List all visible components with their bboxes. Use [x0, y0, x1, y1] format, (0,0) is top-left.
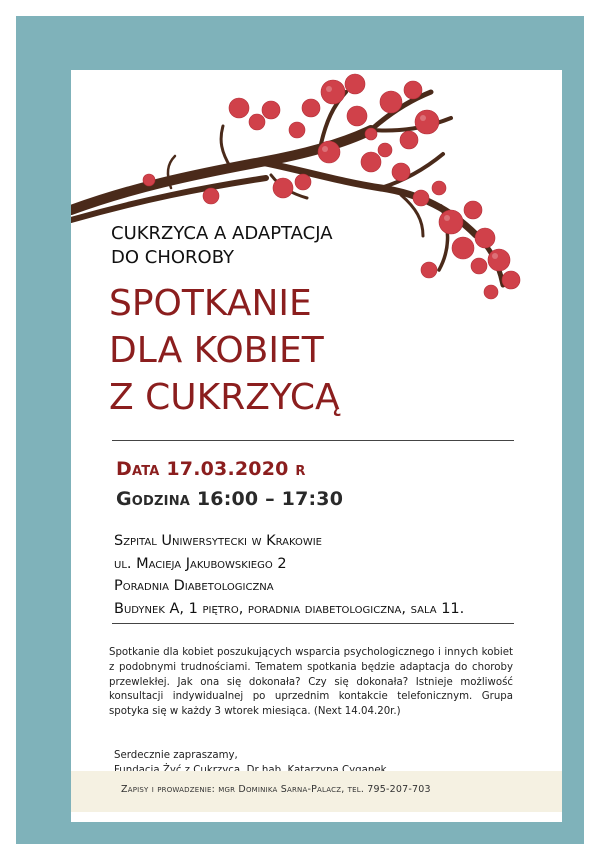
divider: [112, 623, 514, 624]
event-address: [114, 530, 534, 620]
title-line: SPOTKANIE: [109, 283, 312, 324]
poster-frame: [16, 16, 584, 844]
subtitle-line-1: CUKRZYCA A ADAPTACJA: [111, 223, 333, 244]
title-line: DLA KOBIET: [109, 330, 324, 371]
address-line: ul. Macieja Jakubowskiego 2: [114, 555, 287, 572]
divider: [112, 440, 514, 441]
event-hours: Godzina 16:00 – 17:30: [116, 488, 344, 510]
subtitle-line-2: DO CHOROBY: [111, 247, 235, 268]
greeting: Serdecznie zapraszamy,: [114, 750, 238, 761]
address-line: Szpital Uniwersytecki w Krakowie: [114, 533, 322, 549]
title-line: Z CUKRZYCĄ: [109, 377, 340, 418]
event-time: [116, 454, 343, 514]
poster-subtitle: [111, 222, 441, 270]
address-line: Poradnia Diabetologiczna: [114, 578, 274, 594]
address-line: Budynek A, 1 piętro, poradnia diabetologiczna, sala 11.: [114, 600, 465, 617]
poster-page: [71, 70, 562, 822]
registration-footer: [71, 771, 562, 812]
event-date: Data 17.03.2020 r: [116, 458, 306, 480]
description-text: Spotkanie dla kobiet poszukujących wsparcia psychologicznego i innych kobiet z podobnymi trudnościami. Tematem spotkania będzie adaptacja do choroby przewlekłej. Jak ona się dokonała? Czy się dokonała? Istnieje możliwość konsultacji indywidualnej po uprzednim kontakcie telefonicznym. Grupa spotyka się w każdy 3 wtorek miesiąca. (Next 14.04.20r.): [109, 647, 513, 718]
event-description: [109, 646, 513, 720]
poster-title: [109, 280, 529, 421]
registration-contact: Zapisy i prowadzenie: mgr Dominika Sarna-Palacz, tel. 795-207-703: [121, 784, 431, 795]
